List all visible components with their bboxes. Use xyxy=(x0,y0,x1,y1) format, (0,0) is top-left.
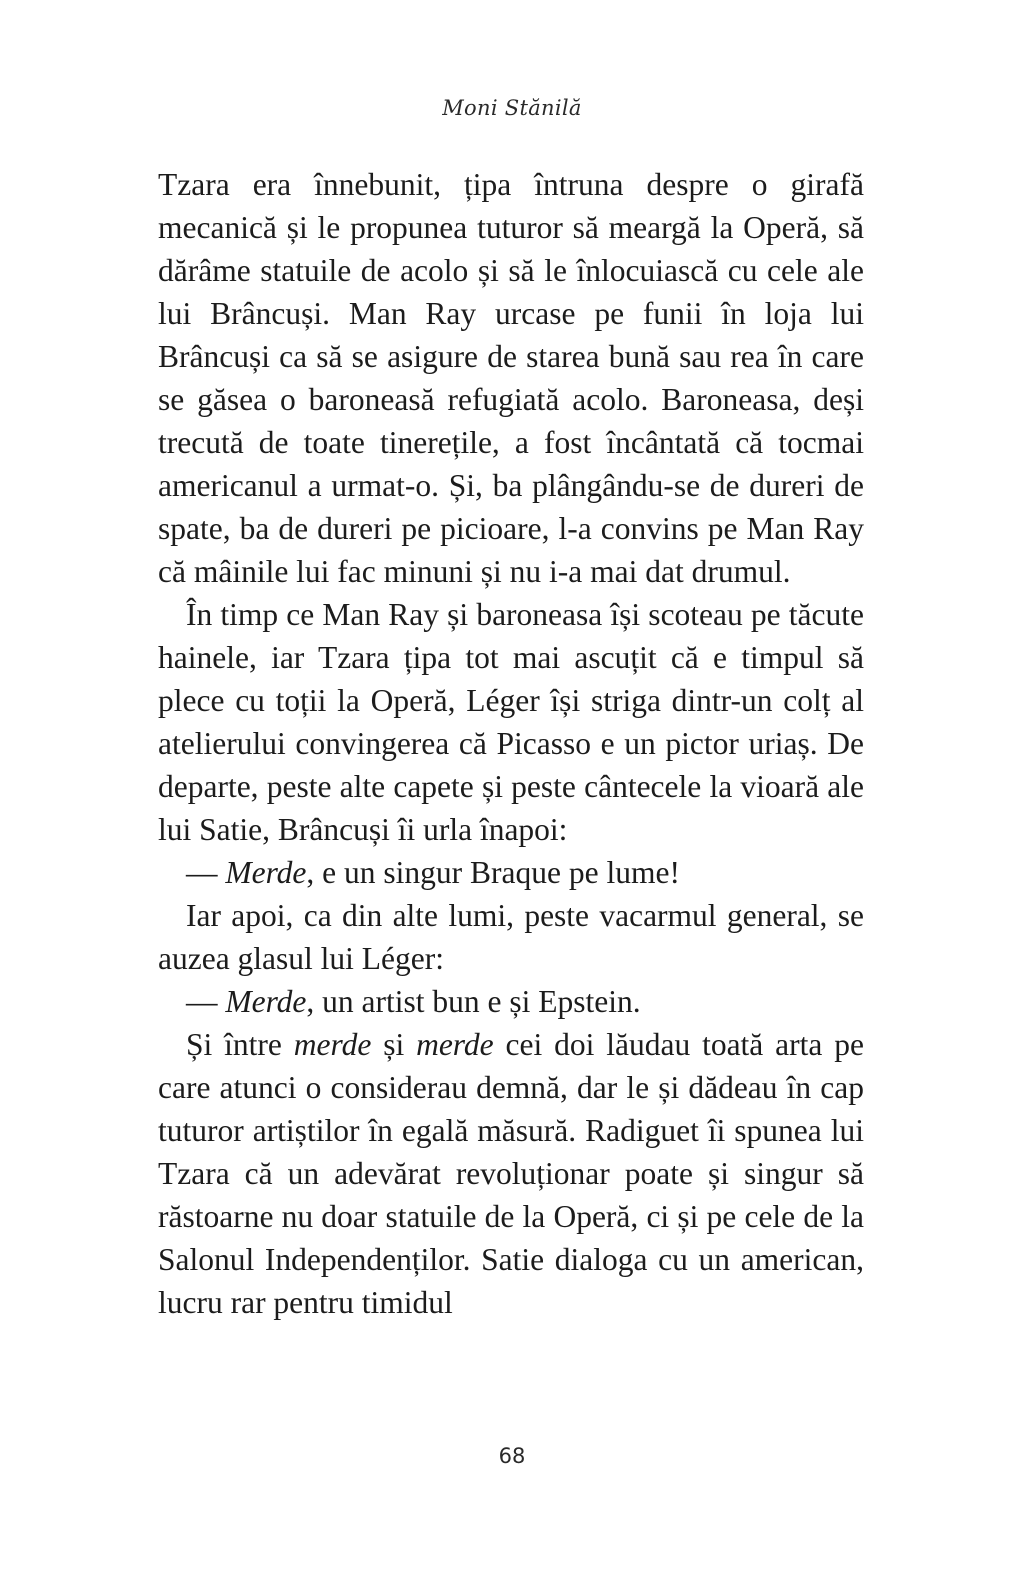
running-header-author: Moni Stănilă xyxy=(442,96,582,120)
paragraph-6-part-1: Și între xyxy=(186,1027,294,1062)
paragraph-6 xyxy=(158,1023,864,1324)
dialogue-line-2 xyxy=(158,980,864,1023)
paragraph-6-italic-2: merde xyxy=(416,1027,494,1062)
dialogue-rest: , un artist bun e și Epstein. xyxy=(306,984,641,1019)
paragraph-6-part-3: cei doi lăudau toată arta pe care atunci o considerau demnă, dar le și dădeau în cap tuturor artiștilor în egală măsură. Radiguet îi spunea lui Tzara că un adevărat revoluționar poate și singur să răstoarne nu doar statuile de la Operă, ci și pe cele de la Salonul Independenților. Satie dialoga cu un american, lucru rar pentru timidul xyxy=(158,1027,864,1320)
page-number: 68 xyxy=(498,1444,526,1468)
dialogue-dash: — xyxy=(186,984,226,1019)
dialogue-rest: , e un singur Braque pe lume! xyxy=(306,855,680,890)
dialogue-italic-word: Merde xyxy=(225,984,307,1019)
paragraph-6-part-2: și xyxy=(371,1027,417,1062)
dialogue-dash: — xyxy=(186,855,226,890)
paragraph-1: Tzara era înnebunit, țipa întruna despre o girafă mecanică și le propunea tuturor să meargă la Operă, să dărâme statuile de acolo și să le înlocuiască cu cele ale lui Brâncuși. Man Ray urcase pe funii în loja lui Brâncuși ca să se asigure de starea bună sau rea în care se găsea o baroneasă refugiată acolo. Baroneasa, deși trecută de toate tinerețile, a fost încântată că tocmai americanul a urmat-o. Și, ba plângându-se de dureri de spate, ba de dureri pe picioare, l-a convins pe Man Ray că mâinile lui fac minuni și nu i-a mai dat drumul. xyxy=(158,167,864,589)
body-text xyxy=(158,163,864,1324)
paragraph-6-italic-1: merde xyxy=(293,1027,372,1062)
dialogue-line-1 xyxy=(158,851,864,894)
dialogue-italic-word: Merde xyxy=(225,855,307,890)
paragraph-2: În timp ce Man Ray și baroneasa își scoteau pe tăcute hainele, iar Tzara țipa tot mai ascuțit că e timpul să plece cu toții la Operă, Léger își striga dintr-un colț al atelierului convingerea că Picasso e un pictor uriaș. De departe, peste alte capete și peste cântecele la vioară ale lui Satie, Brâncuși îi urla înapoi: xyxy=(158,597,864,847)
paragraph-4: Iar apoi, ca din alte lumi, peste vacarmul general, se auzea glasul lui Léger: xyxy=(158,898,864,976)
